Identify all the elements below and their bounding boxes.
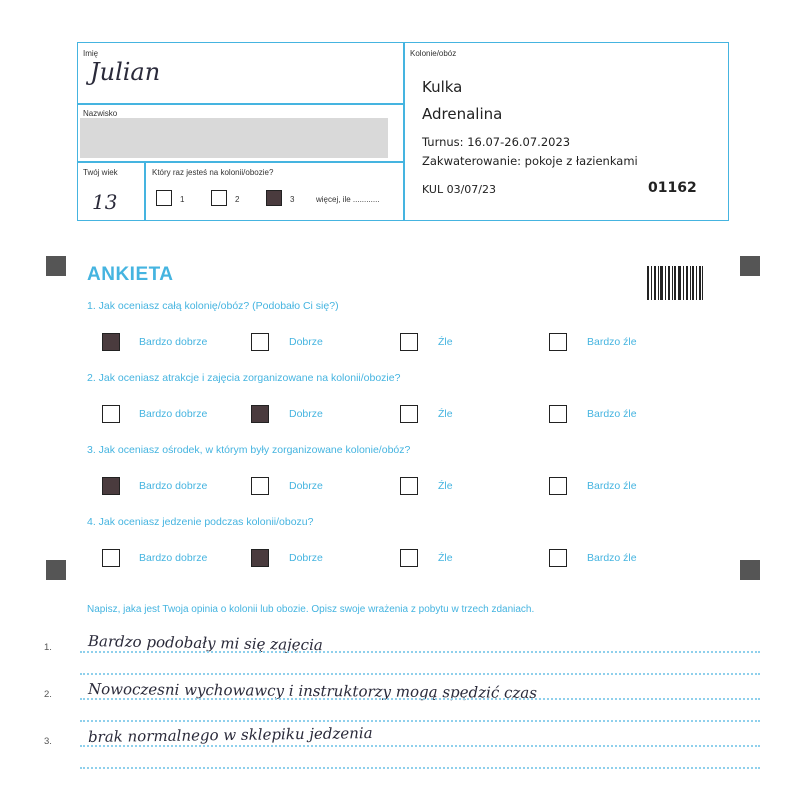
camp-name: Kulka	[422, 78, 463, 96]
q3-option-dobrze-checkbox[interactable]	[251, 477, 269, 495]
line-number: 1.	[44, 642, 52, 653]
q4-option-dobrze-checkbox[interactable]	[251, 549, 269, 567]
option-label: Bardzo źle	[587, 480, 637, 492]
line-number: 2.	[44, 689, 52, 700]
option-label: Bardzo dobrze	[139, 552, 208, 564]
option-label: Bardzo dobrze	[139, 408, 208, 420]
option-label: Bardzo dobrze	[139, 480, 208, 492]
option-label: Bardzo źle	[587, 552, 637, 564]
barcode	[647, 266, 703, 300]
option-label: Bardzo źle	[587, 408, 637, 420]
age-field[interactable]: 13	[92, 190, 118, 214]
divider	[77, 103, 404, 105]
q1-option-dobrze-checkbox[interactable]	[251, 333, 269, 351]
q3-option-zle-checkbox[interactable]	[400, 477, 418, 495]
q2-option-zle-checkbox[interactable]	[400, 405, 418, 423]
times-checkbox-2[interactable]	[211, 190, 227, 206]
registration-marker	[46, 560, 66, 580]
times-option-label: 2	[235, 195, 240, 204]
times-checkbox-3[interactable]	[266, 190, 282, 206]
option-label: Źle	[438, 552, 453, 564]
q1-option-bardzo-zle-checkbox[interactable]	[549, 333, 567, 351]
surname-redacted-field[interactable]	[80, 118, 388, 158]
question-4-text: 4. Jak oceniasz jedzenie podczas kolonii/obozu?	[87, 516, 314, 528]
opinion-line-3-text[interactable]: brak normalnego w sklepiku jedzenia	[87, 724, 373, 746]
form-number: 01162	[648, 180, 697, 196]
accommodation-text: Zakwaterowanie: pokoje z łazienkami	[422, 154, 638, 168]
dotted-line	[80, 767, 760, 769]
dotted-line	[80, 720, 760, 722]
q1-option-zle-checkbox[interactable]	[400, 333, 418, 351]
option-label: Dobrze	[289, 480, 323, 492]
option-label: Dobrze	[289, 408, 323, 420]
turnus-text: Turnus: 16.07-26.07.2023	[422, 135, 571, 149]
question-1-text: 1. Jak oceniasz całą kolonię/obóz? (Podobało Ci się?)	[87, 300, 339, 312]
divider	[403, 42, 405, 221]
surname-label: Nazwisko	[83, 109, 118, 118]
option-label: Bardzo dobrze	[139, 336, 208, 348]
dotted-line	[80, 673, 760, 675]
option-label: Źle	[438, 336, 453, 348]
option-label: Źle	[438, 480, 453, 492]
opinion-line-2-text[interactable]: Nowoczesni wychowawcy i instruktorzy mogą spędzić czas	[87, 680, 538, 702]
times-more-field[interactable]: więcej, ile ............	[316, 195, 380, 204]
registration-marker	[46, 256, 66, 276]
age-label: Twój wiek	[83, 168, 118, 177]
registration-marker	[740, 256, 760, 276]
option-label: Bardzo źle	[587, 336, 637, 348]
camp-theme: Adrenalina	[422, 105, 503, 123]
dotted-line	[80, 698, 760, 700]
option-label: Dobrze	[289, 552, 323, 564]
q3-option-bardzo-zle-checkbox[interactable]	[549, 477, 567, 495]
camp-code: KUL 03/07/23	[422, 183, 496, 196]
dotted-line	[80, 651, 760, 653]
q2-option-bardzo-zle-checkbox[interactable]	[549, 405, 567, 423]
opinion-line-1-text[interactable]: Bardzo podobały mi się zajęcia	[87, 632, 323, 655]
divider	[77, 161, 404, 163]
times-option-label: 1	[180, 195, 185, 204]
times-option-label: 3	[290, 195, 295, 204]
q4-option-bardzo-dobrze-checkbox[interactable]	[102, 549, 120, 567]
q2-option-bardzo-dobrze-checkbox[interactable]	[102, 405, 120, 423]
camp-label: Kolonie/obóz	[410, 49, 457, 58]
q4-option-zle-checkbox[interactable]	[400, 549, 418, 567]
divider	[144, 161, 146, 221]
line-number: 3.	[44, 736, 52, 747]
times-checkbox-1[interactable]	[156, 190, 172, 206]
name-field[interactable]: Julian	[90, 58, 161, 86]
survey-title: ANKIETA	[87, 264, 174, 285]
question-3-text: 3. Jak oceniasz ośrodek, w którym były zorganizowane kolonie/obóz?	[87, 444, 411, 456]
dotted-line	[80, 745, 760, 747]
option-label: Źle	[438, 408, 453, 420]
q3-option-bardzo-dobrze-checkbox[interactable]	[102, 477, 120, 495]
times-label: Który raz jesteś na kolonii/obozie?	[152, 168, 274, 177]
name-label: Imię	[83, 49, 99, 58]
q2-option-dobrze-checkbox[interactable]	[251, 405, 269, 423]
q1-option-bardzo-dobrze-checkbox[interactable]	[102, 333, 120, 351]
registration-marker	[740, 560, 760, 580]
q4-option-bardzo-zle-checkbox[interactable]	[549, 549, 567, 567]
option-label: Dobrze	[289, 336, 323, 348]
opinion-prompt: Napisz, jaka jest Twoja opinia o kolonii lub obozie. Opisz swoje wrażenia z pobytu w trzech zdaniach.	[87, 604, 535, 615]
question-2-text: 2. Jak oceniasz atrakcje i zajęcia zorganizowane na kolonii/obozie?	[87, 372, 401, 384]
